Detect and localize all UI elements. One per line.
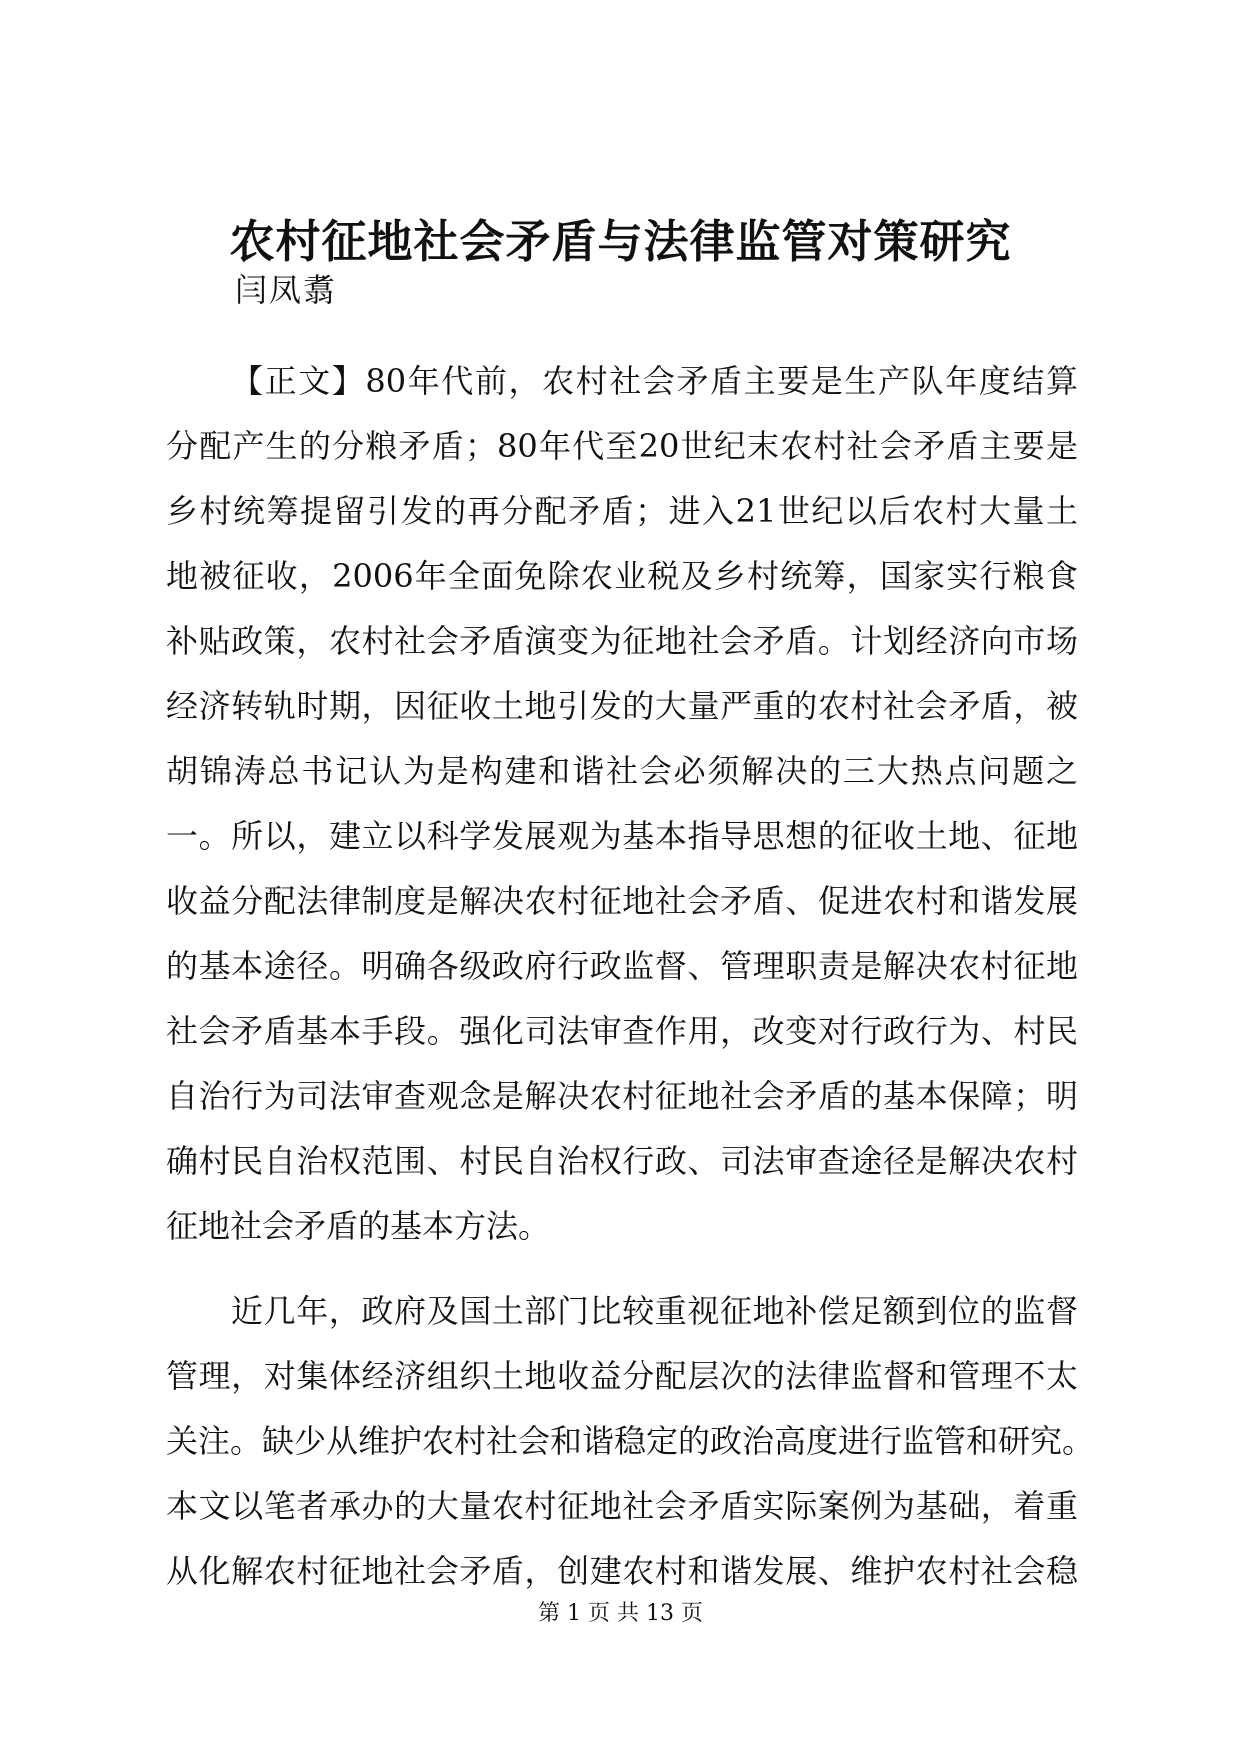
document-title: 农村征地社会矛盾与法律监管对策研究 bbox=[229, 215, 1012, 268]
text-line: 乡村统筹提留引发的再分配矛盾；进入21世纪以后农村大量土 bbox=[166, 492, 1078, 530]
text-line: 确村民自治权范围、村民自治权行政、司法审查途径是解决农村 bbox=[166, 1142, 1078, 1180]
document-body bbox=[166, 349, 1095, 1604]
text-line: 自治行为司法审查观念是解决农村征地社会矛盾的基本保障；明 bbox=[166, 1077, 1078, 1115]
text-line: 本文以笔者承办的大量农村征地社会矛盾实际案例为基础，着重 bbox=[166, 1487, 1078, 1525]
text-line: 地被征收，2006年全面免除农业税及乡村统筹，国家实行粮食 bbox=[166, 557, 1078, 595]
text-line: 近几年，政府及国土部门比较重视征地补偿足额到位的监督 bbox=[231, 1292, 1078, 1330]
text-line: 社会矛盾基本手段。强化司法审查作用，改变对行政行为、村民 bbox=[166, 1012, 1078, 1050]
text-line: 关注。缺少从维护农村社会和谐稳定的政治高度进行监管和研究。 bbox=[166, 1422, 1095, 1460]
text-line: 分配产生的分粮矛盾；80年代至20世纪末农村社会矛盾主要是 bbox=[166, 427, 1078, 465]
author-name: 闫凤翥 bbox=[235, 271, 338, 309]
paragraph-intro bbox=[166, 1279, 1095, 1604]
paragraph-abstract bbox=[166, 349, 1078, 1259]
text-line: 管理，对集体经济组织土地收益分配层次的法律监督和管理不太 bbox=[166, 1357, 1078, 1395]
text-line: 收益分配法律制度是解决农村征地社会矛盾、促进农村和谐发展 bbox=[166, 882, 1078, 920]
text-line: 【正文】80年代前，农村社会矛盾主要是生产队年度结算 bbox=[231, 362, 1078, 400]
text-line: 胡锦涛总书记认为是构建和谐社会必须解决的三大热点问题之 bbox=[166, 752, 1078, 790]
page-footer: 第 1 页 共 13 页 bbox=[538, 1601, 703, 1626]
text-line: 征地社会矛盾的基本方法。 bbox=[166, 1207, 551, 1245]
text-line: 经济转轨时期，因征收土地引发的大量严重的农村社会矛盾，被 bbox=[166, 687, 1078, 725]
paragraph-gap bbox=[166, 1259, 1078, 1279]
text-line: 从化解农村征地社会矛盾，创建农村和谐发展、维护农村社会稳 bbox=[166, 1552, 1078, 1590]
text-line: 的基本途径。明确各级政府行政监督、管理职责是解决农村征地 bbox=[166, 947, 1078, 985]
text-line: 一。所以，建立以科学发展观为基本指导思想的征收土地、征地 bbox=[166, 817, 1078, 855]
text-line: 补贴政策，农村社会矛盾演变为征地社会矛盾。计划经济向市场 bbox=[166, 622, 1078, 660]
